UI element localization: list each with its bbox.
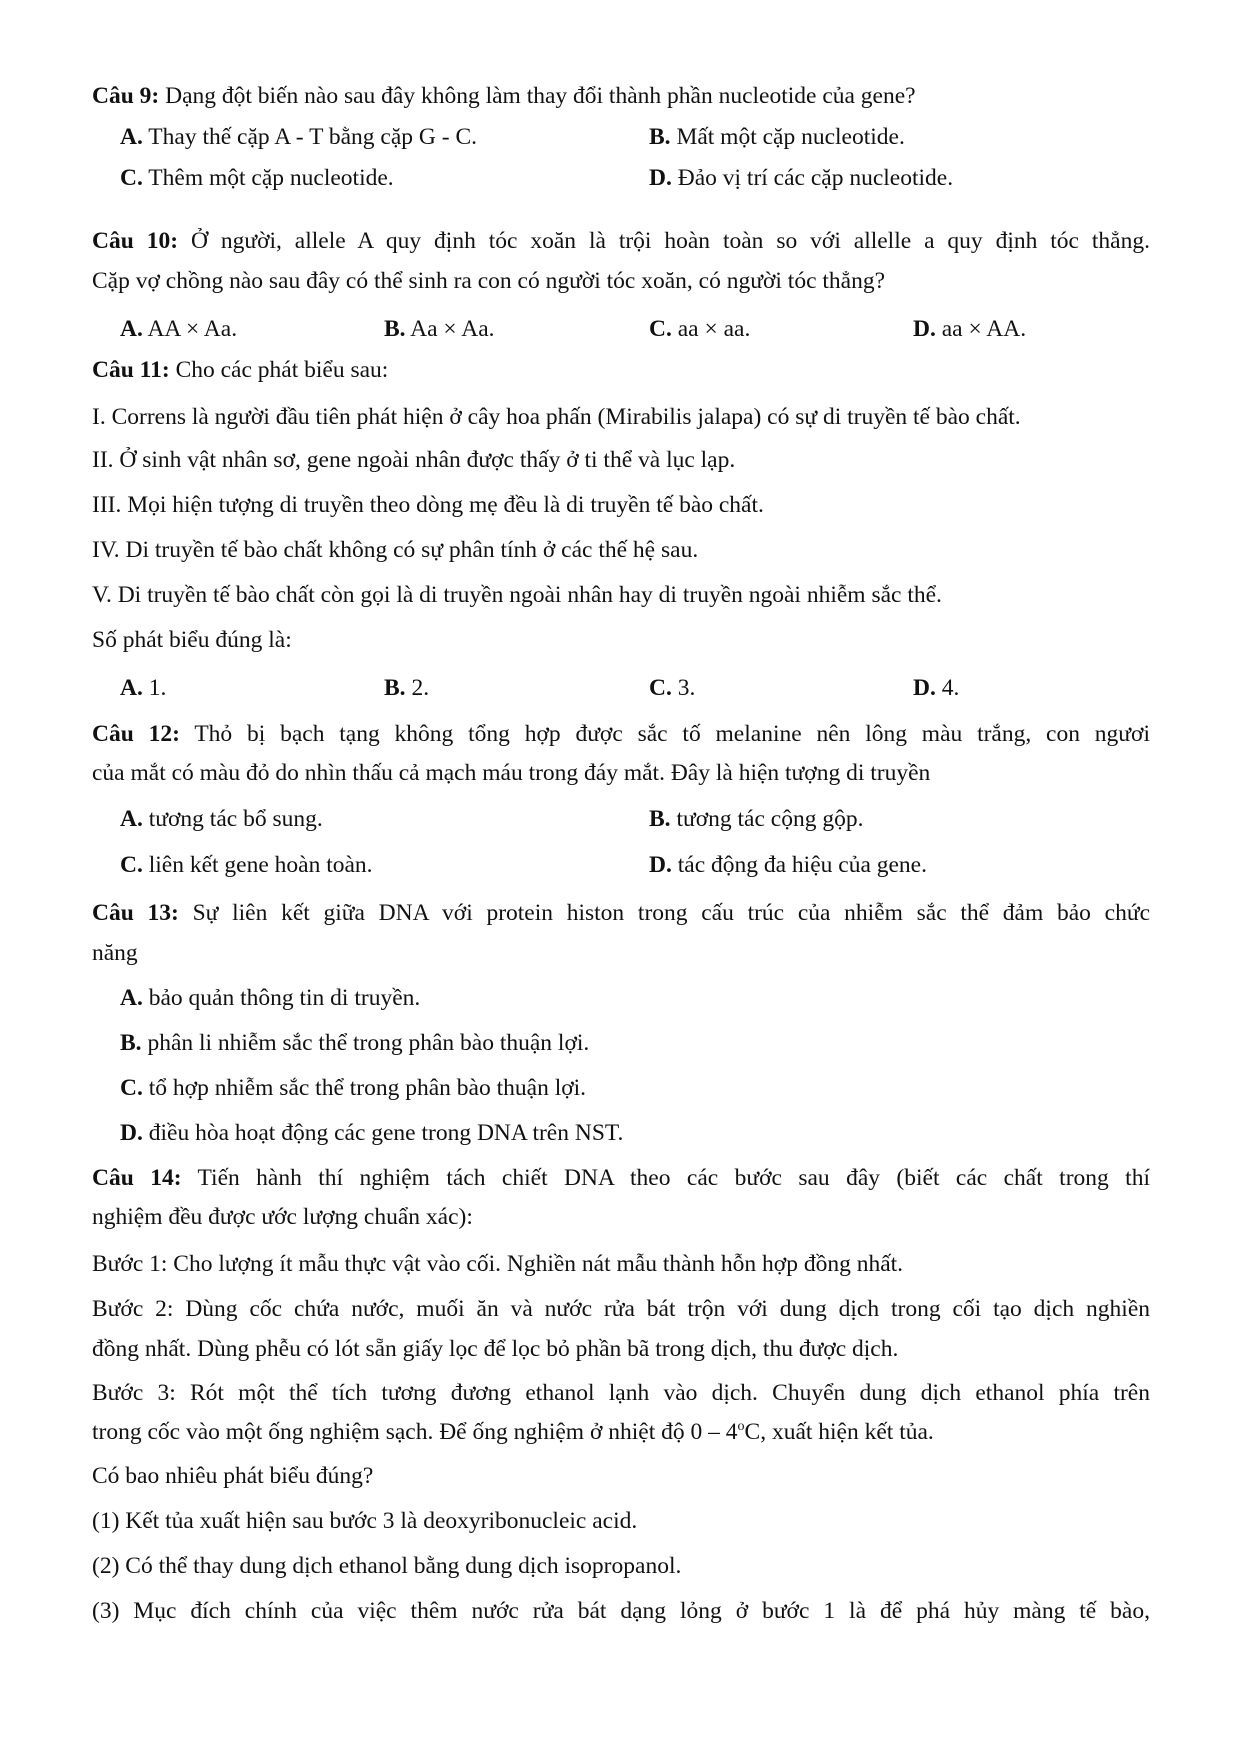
question-10-option-c: C. aa × aa. xyxy=(649,316,751,342)
question-13-option-c: C. tổ hợp nhiễm sắc thể trong phân bào thuận lợi. xyxy=(120,1075,587,1101)
question-9-text: Dạng đột biến nào sau đây không làm thay đổi thành phần nucleotide của gene? xyxy=(159,83,916,109)
question-11-option-c: C. 3. xyxy=(649,675,696,701)
question-13-label: Câu 13: xyxy=(92,900,179,926)
question-12-label: Câu 12: xyxy=(92,721,180,747)
question-9-stem xyxy=(92,81,916,111)
question-9-option-d: D. Đảo vị trí các cặp nucleotide. xyxy=(649,165,954,191)
question-13-option-d: D. điều hòa hoạt động các gene trong DNA trên NST. xyxy=(120,1120,624,1146)
question-11-option-b: B. 2. xyxy=(384,675,430,701)
question-9-option-c: C. Thêm một cặp nucleotide. xyxy=(120,165,394,191)
question-14-label: Câu 14: xyxy=(92,1165,182,1191)
question-10-option-a: A. AA × Aa. xyxy=(120,316,238,342)
question-11-ask: Số phát biểu đúng là: xyxy=(92,627,292,653)
question-13-option-a: A. bảo quản thông tin di truyền. xyxy=(120,985,421,1011)
question-13-stem-line1: Câu 13: Sự liên kết giữa DNA với protein histon trong cấu trúc của nhiễm sắc thể đảm bảo chức xyxy=(92,900,1150,926)
question-11-label: Câu 11: xyxy=(92,357,170,383)
question-9-label: Câu 9: xyxy=(92,83,160,109)
question-11-statement-1: I. Correns là người đầu tiên phát hiện ở cây hoa phấn (Mirabilis jalapa) có sự di truyền tế bào chất. xyxy=(92,404,1021,430)
question-11-statement-2: II. Ở sinh vật nhân sơ, gene ngoài nhân được thấy ở ti thể và lục lạp. xyxy=(92,447,736,473)
question-14-statement-1: (1) Kết tủa xuất hiện sau bước 3 là deoxyribonucleic acid. xyxy=(92,1508,638,1534)
question-11-stem: Câu 11: Cho các phát biểu sau: xyxy=(92,357,389,383)
question-11-statement-5: V. Di truyền tế bào chất còn gọi là di truyền ngoài nhân hay di truyền ngoài nhiễm sắc thể. xyxy=(92,582,942,608)
question-14-stem-line2: nghiệm đều được ước lượng chuẩn xác): xyxy=(92,1204,473,1230)
question-11-statement-3: III. Mọi hiện tượng di truyền theo dòng mẹ đều là di truyền tế bào chất. xyxy=(92,492,764,518)
question-12-option-c: C. liên kết gene hoàn toàn. xyxy=(120,852,373,878)
question-13-option-b: B. phân li nhiễm sắc thể trong phân bào thuận lợi. xyxy=(120,1030,590,1056)
question-9-option-b: B. Mất một cặp nucleotide. xyxy=(649,124,905,150)
question-10-stem-line1: Câu 10: Ở người, allele A quy định tóc xoăn là trội hoàn toàn so với allelle a quy định tóc thẳng. xyxy=(92,228,1150,254)
question-14-step-2-line1: Bước 2: Dùng cốc chứa nước, muối ăn và nước rửa bát trộn với dung dịch trong cối tạo dịch nghiền xyxy=(92,1296,1150,1322)
question-10-option-d: D. aa × AA. xyxy=(913,316,1027,342)
question-12-option-d: D. tác động đa hiệu của gene. xyxy=(649,852,927,878)
question-11-option-a: A. 1. xyxy=(120,675,167,701)
question-11-option-d: D. 4. xyxy=(913,675,960,701)
question-13-stem-line2: năng xyxy=(92,940,138,966)
question-11-statement-4: IV. Di truyền tế bào chất không có sự phân tính ở các thế hệ sau. xyxy=(92,537,699,563)
question-12-stem-line1: Câu 12: Thỏ bị bạch tạng không tổng hợp được sắc tố melanine nên lông màu trắng, con ngươi xyxy=(92,721,1150,747)
question-14-step-3-line2: trong cốc vào một ống nghiệm sạch. Để ống nghiệm ở nhiệt độ 0 – 4$^o$C, xuất hiện kết tủa. xyxy=(92,1419,934,1445)
question-12-stem-line2: của mắt có màu đỏ do nhìn thấu cả mạch máu trong đáy mắt. Đây là hiện tượng di truyền xyxy=(92,760,931,786)
question-10-option-b: B. Aa × Aa. xyxy=(384,316,495,342)
question-14-step-2-line2: đồng nhất. Dùng phễu có lót sẵn giấy lọc để lọc bỏ phần bã trong dịch, thu được dịch. xyxy=(92,1336,899,1362)
question-14-statement-3: (3) Mục đích chính của việc thêm nước rửa bát dạng lỏng ở bước 1 là để phá hủy màng tế bào, xyxy=(92,1598,1150,1624)
question-10-label: Câu 10: xyxy=(92,228,179,254)
question-14-statement-2: (2) Có thể thay dung dịch ethanol bằng dung dịch isopropanol. xyxy=(92,1553,682,1579)
question-12-option-b: B. tương tác cộng gộp. xyxy=(649,806,864,832)
question-14-stem-line1: Câu 14: Tiến hành thí nghiệm tách chiết DNA theo các bước sau đây (biết các chất trong thí xyxy=(92,1165,1150,1191)
degree-symbol: o xyxy=(737,1419,745,1435)
question-12-option-a: A. tương tác bổ sung. xyxy=(120,806,323,832)
question-10-stem-line2: Cặp vợ chồng nào sau đây có thể sinh ra con có người tóc xoăn, có người tóc thẳng? xyxy=(92,268,886,294)
question-14-ask: Có bao nhiêu phát biểu đúng? xyxy=(92,1463,374,1489)
question-9-option-a: A. Thay thế cặp A - T bằng cặp G - C. xyxy=(120,124,478,150)
question-14-step-1: Bước 1: Cho lượng ít mẫu thực vật vào cối. Nghiền nát mẫu thành hỗn hợp đồng nhất. xyxy=(92,1251,904,1277)
question-14-step-3-line1: Bước 3: Rót một thể tích tương đương ethanol lạnh vào dịch. Chuyển dung dịch ethanol phía trên xyxy=(92,1380,1150,1406)
